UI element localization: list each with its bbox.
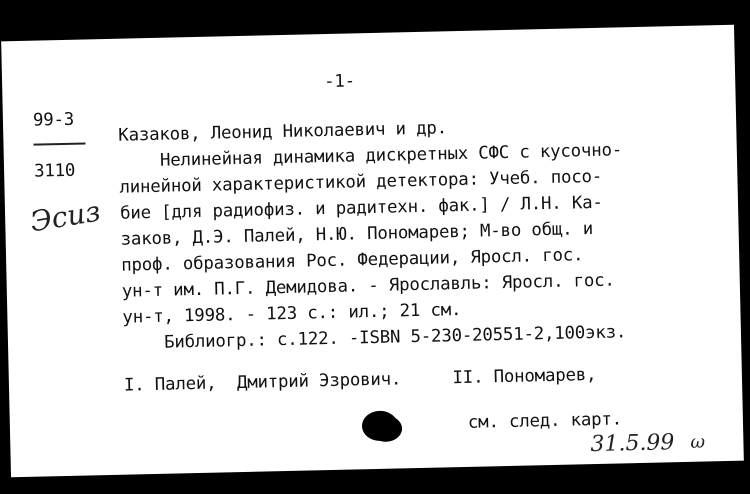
body-line: бие [для радиофиз. и радитехн. фак.] / Л.Н. Ка- bbox=[119, 192, 603, 224]
handwritten-date: 31.5.99 bbox=[590, 430, 675, 458]
handwritten-initials: ω bbox=[690, 431, 706, 453]
ink-blot-icon bbox=[362, 410, 399, 441]
added-entries: I. Палей, Дмитрий Эзрович. II. Пономарев, bbox=[123, 364, 597, 396]
see-next-card: см. след. карт. bbox=[467, 409, 623, 433]
body-line: ун-т им. П.Г. Демидова. - Ярославль: Яросл. гос. bbox=[121, 270, 615, 302]
page-number: -1- bbox=[323, 71, 356, 93]
body-line: Казаков, Леонид Николаевич и др. bbox=[118, 118, 448, 146]
catalog-card bbox=[1, 25, 744, 478]
call-number-divider bbox=[33, 142, 85, 145]
body-line: проф. образования Рос. Федерации, Яросл. гос. bbox=[121, 245, 584, 276]
call-number-top: 99-3 bbox=[32, 109, 75, 131]
body-line: Библиогр.: с.122. -ISBN 5-230-20551-2,100экз. bbox=[122, 322, 627, 354]
call-number-bottom: 3110 bbox=[33, 160, 76, 182]
body-line: линейной характеристикой детектора: Учеб. посо- bbox=[119, 166, 603, 198]
body-line: Нелинейная динамика дискретных СФС с кусочно- bbox=[118, 140, 623, 172]
handwritten-code: Эсиз bbox=[27, 194, 103, 239]
body-line: ун-т, 1998. - 123 с.: ил.; 21 см. bbox=[122, 300, 462, 328]
body-line: заков, Д.Э. Палей, Н.Ю. Пономарев; М-во общ. и bbox=[120, 218, 594, 250]
